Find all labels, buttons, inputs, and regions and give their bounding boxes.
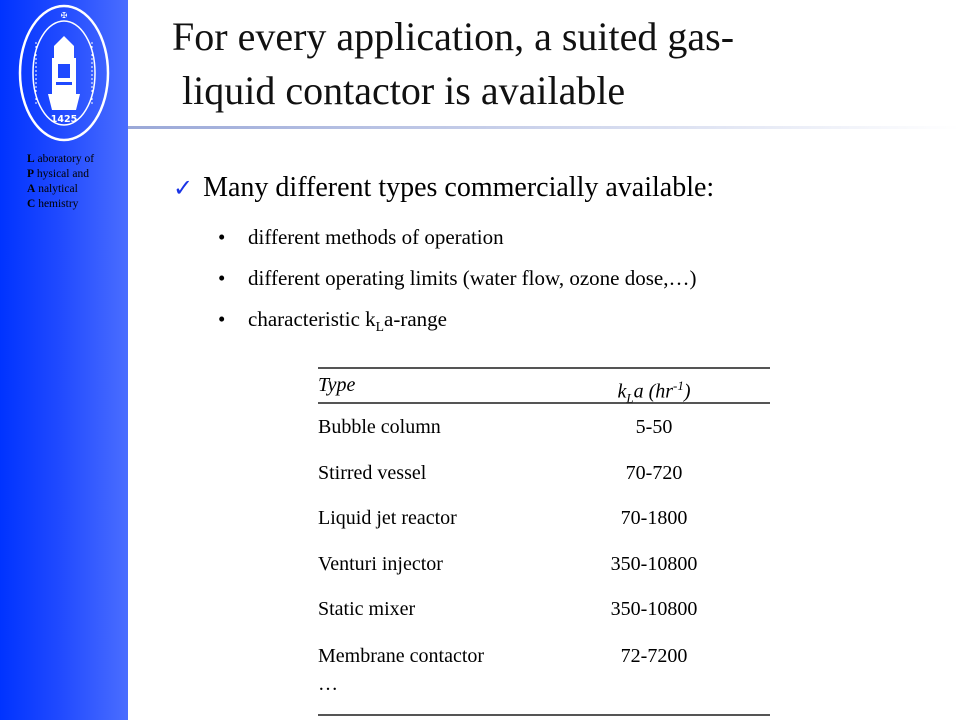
lab-line-3: A nalytical <box>27 183 78 195</box>
cell-range: 70-1800 <box>620 507 688 529</box>
lab-line-2: P hysical and <box>27 168 89 180</box>
sub-bullet-1 <box>218 224 504 250</box>
table-row <box>318 632 770 714</box>
svg-text:✠: ✠ <box>60 11 68 20</box>
slide-title <box>172 10 942 118</box>
table-row <box>318 495 770 541</box>
cell-type: Venturi injector <box>318 552 443 575</box>
title-divider <box>128 126 960 129</box>
table-header-row <box>318 369 770 406</box>
table-row <box>318 450 770 496</box>
lab-line-4: C hemistry <box>27 198 79 210</box>
sidebar <box>0 0 128 720</box>
cell-range: 70-720 <box>625 461 683 484</box>
cell-type: Static mixer <box>318 598 416 620</box>
main-bullet-text: Many different types commercially available: <box>203 172 715 203</box>
contactor-table <box>318 367 770 716</box>
header-kla: $k_La$ $(hr^{-1})$ <box>617 378 691 406</box>
checkmark-icon: ✓ <box>173 174 194 202</box>
sub-bullet-2 <box>218 265 696 291</box>
table-row <box>318 586 770 632</box>
header-type: Type <box>318 374 356 396</box>
cell-range: 5-50 <box>635 416 673 438</box>
table-row <box>318 541 770 587</box>
bullet-dot-icon: • <box>218 266 226 290</box>
cell-type: Bubble column <box>318 416 441 438</box>
title-line-2: liquid contactor is available <box>172 68 626 113</box>
cell-type: Liquid jet reactor <box>318 507 457 529</box>
bullet-dot-icon: • <box>218 225 226 249</box>
sub-bullet-3 <box>218 306 447 340</box>
sub-bullet-text: characteristic $k_La$-range <box>248 307 447 335</box>
table-bottom-rule <box>318 714 770 716</box>
bullet-dot-icon: • <box>218 307 226 331</box>
lab-line-1: L aboratory of <box>27 153 95 165</box>
cell-range: 350-10800 <box>610 598 698 620</box>
seal-year: 1425 <box>50 114 78 125</box>
sub-bullet-text: different operating limits (water flow, ozone dose,…) <box>248 266 697 290</box>
sub-bullet-text: different methods of operation <box>248 225 504 249</box>
cell-range: 72-7200 <box>620 644 688 667</box>
table-row <box>318 404 770 450</box>
university-seal-icon <box>16 2 112 144</box>
lab-name <box>27 152 127 212</box>
cell-type: Stirred vessel <box>318 461 427 484</box>
main-bullet <box>173 170 714 206</box>
cell-type: Membrane contactor … <box>318 644 485 695</box>
cell-range: 350-10800 <box>610 552 698 575</box>
title-line-1: For every application, a suited gas- <box>172 14 735 59</box>
